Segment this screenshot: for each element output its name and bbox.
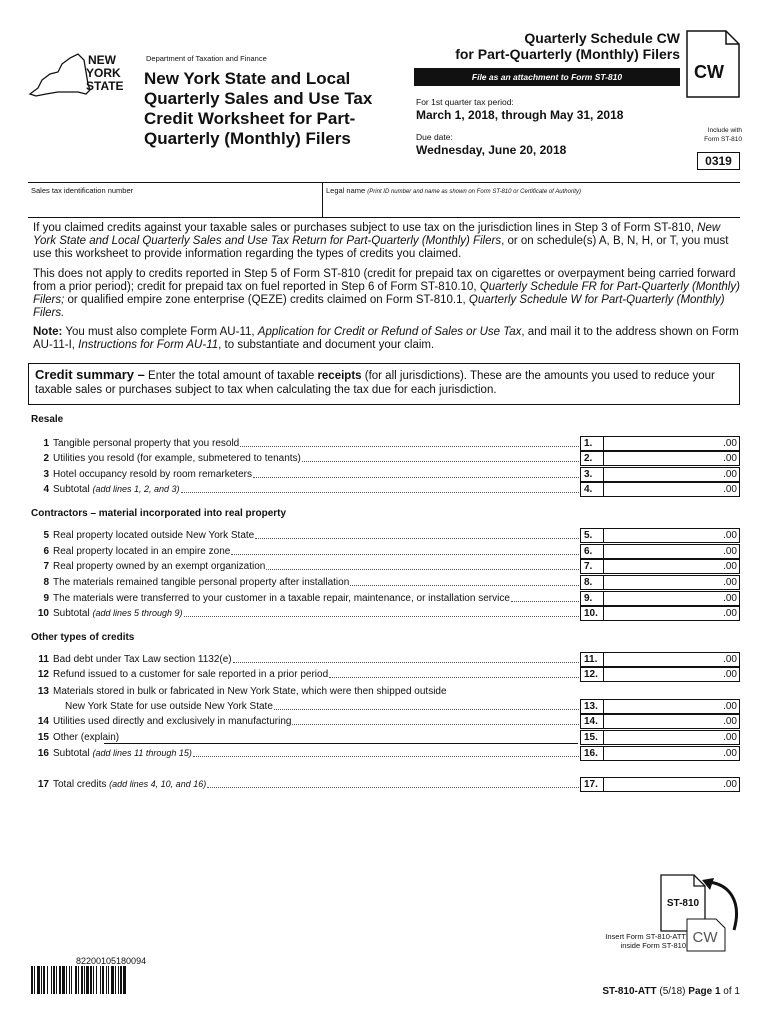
line-description: The materials were transferred to your customer in a taxable repair, maintenance, or installation service xyxy=(53,593,510,604)
line-box-label: 5. xyxy=(580,528,604,543)
amount-field[interactable]: .00 xyxy=(604,451,740,466)
line-box-label: 6. xyxy=(580,544,604,559)
line-number: 3 xyxy=(43,469,49,480)
department-name: Department of Taxation and Finance xyxy=(146,54,267,63)
line-number: 11 xyxy=(38,654,49,665)
amount-field[interactable]: .00 xyxy=(604,436,740,451)
line-description: Real property located outside New York State xyxy=(53,530,255,541)
worksheet-line xyxy=(31,714,579,729)
st810-label: ST-810 xyxy=(666,898,700,909)
leader-dots xyxy=(350,575,579,586)
leader-dots xyxy=(240,436,579,447)
line-box-label: 14. xyxy=(580,714,604,729)
worksheet-line xyxy=(31,699,579,714)
line-description: Utilities used directly and exclusively in manufacturing xyxy=(53,716,292,727)
amount-field[interactable]: .00 xyxy=(604,591,740,606)
line-number: 15 xyxy=(37,732,49,743)
leader-dots xyxy=(302,451,579,462)
line-number: 9 xyxy=(43,593,49,604)
line-number: 2 xyxy=(43,453,49,464)
amount-field[interactable]: .00 xyxy=(604,544,740,559)
svg-text:STATE: STATE xyxy=(86,79,124,93)
worksheet-line xyxy=(31,528,579,543)
amount-field[interactable]: .00 xyxy=(604,606,740,621)
credit-summary-box: Credit summary – Enter the total amount of taxable receipts (for all jurisdictions). These are the amounts you used to reduce your taxable sales or purchases subject to tax when calculating the tax due for each jurisdiction. xyxy=(28,363,740,405)
period-label: For 1st quarter tax period: xyxy=(416,97,514,107)
line-description: Tangible personal property that you resold xyxy=(53,438,240,449)
section-other-credits: Other types of credits xyxy=(31,632,135,643)
amount-field[interactable]: .00 xyxy=(604,746,740,761)
cw-document-icon xyxy=(686,918,726,952)
svg-text:NEW: NEW xyxy=(88,53,116,67)
line-box-label: 8. xyxy=(580,575,604,590)
amount-field[interactable]: .00 xyxy=(604,528,740,543)
amount-field[interactable]: .00 xyxy=(604,730,740,745)
line-number: 7 xyxy=(43,561,49,572)
line-box-label: 16. xyxy=(580,746,604,761)
line-box-label: 10. xyxy=(580,606,604,621)
worksheet-line xyxy=(31,652,579,667)
line-description: The materials remained tangible personal property after installation xyxy=(53,577,350,588)
line-description: Total credits (add lines 4, 10, and 16) xyxy=(53,779,207,790)
line-number: 12 xyxy=(37,669,49,680)
worksheet-line xyxy=(31,436,579,451)
worksheet-line xyxy=(31,544,579,559)
barcode xyxy=(31,966,201,994)
id-row-divider xyxy=(322,182,323,218)
leader-dots xyxy=(207,777,579,788)
leader-dots xyxy=(511,591,579,602)
line-number: 8 xyxy=(43,577,49,588)
line-number xyxy=(31,699,49,714)
line-description: Real property owned by an exempt organization xyxy=(53,561,266,572)
line-number: 13 xyxy=(37,686,49,697)
line-box-label: 17. xyxy=(580,777,604,792)
leader-dots xyxy=(181,482,579,493)
line-box-label: 11. xyxy=(580,652,604,667)
other-explain-rule xyxy=(104,743,578,744)
leader-dots xyxy=(255,528,579,539)
amount-field[interactable]: .00 xyxy=(604,777,740,792)
line-box-label: 2. xyxy=(580,451,604,466)
cw-small-label: CW xyxy=(692,929,718,946)
worksheet-line xyxy=(31,777,579,792)
section-contractors: Contractors – material incorporated into real property xyxy=(31,508,287,519)
worksheet-line xyxy=(31,746,579,761)
line-description: Other (explain) xyxy=(53,732,120,743)
line-number: 6 xyxy=(43,546,49,557)
amount-field[interactable]: .00 xyxy=(604,652,740,667)
worksheet-line xyxy=(31,559,579,574)
leader-dots xyxy=(233,652,579,663)
due-date-value: Wednesday, June 20, 2018 xyxy=(416,143,567,157)
line-description: Bad debt under Tax Law section 1132(e) xyxy=(53,654,232,665)
due-date-label: Due date: xyxy=(416,132,453,142)
worksheet-line xyxy=(31,591,579,606)
leader-dots xyxy=(292,714,579,725)
amount-field[interactable]: .00 xyxy=(604,467,740,482)
line-number: 4 xyxy=(43,484,49,495)
line-box-label: 12. xyxy=(580,667,604,682)
worksheet-line xyxy=(31,467,579,482)
leader-dots xyxy=(253,467,579,478)
schedule-title: Quarterly Schedule CW for Part-Quarterly (Monthly) Filers xyxy=(455,30,680,62)
sales-tax-id-field[interactable]: Sales tax identification number xyxy=(31,186,134,195)
amount-field[interactable]: .00 xyxy=(604,714,740,729)
amount-field[interactable]: .00 xyxy=(604,482,740,497)
line-box-label: 9. xyxy=(580,591,604,606)
worksheet-line xyxy=(31,667,579,682)
leader-dots xyxy=(193,746,579,757)
line-description: Hotel occupancy resold by room remarketers xyxy=(53,469,252,480)
instruction-paragraph-2: This does not apply to credits reported in Step 5 of Form ST-810 (credit for prepaid tax on cigarettes or overpayment being carried forward from a prior period); credit for prepaid tax on fuel reported in Step 6 of Form ST-810.10, Quarterly Schedule FR for Part-Quarterly (Monthly) Filers; or qualified empire zone enterprise (QEZE) credits claimed on Form ST-810.1, Quarterly Schedule W for Part-Quarterly (Monthly) Filers. xyxy=(33,268,740,319)
leader-dots xyxy=(266,559,579,570)
barcode-number: 82200105180094 xyxy=(76,956,147,966)
leader-dots xyxy=(274,699,579,710)
line-description: Utilities you resold (for example, submetered to tenants) xyxy=(53,453,301,464)
line-box-label: 4. xyxy=(580,482,604,497)
amount-field[interactable]: .00 xyxy=(604,575,740,590)
line-description: Subtotal (add lines 1, 2, and 3) xyxy=(53,484,180,495)
legal-name-field[interactable]: Legal name (Print ID number and name as shown on Form ST-810 or Certificate of Authority) xyxy=(326,186,581,195)
line-description: Materials stored in bulk or fabricated in New York State, which were then shipped outside xyxy=(53,686,447,697)
line-number: 17 xyxy=(37,779,49,790)
period-value: March 1, 2018, through May 31, 2018 xyxy=(416,108,624,122)
leader-dots xyxy=(184,606,579,617)
leader-dots xyxy=(231,544,579,555)
line-number: 16 xyxy=(37,748,49,759)
line-box-label: 7. xyxy=(580,559,604,574)
revision-code: 0319 xyxy=(697,152,740,170)
line-box-label: 15. xyxy=(580,730,604,745)
form-title: New York State and Local Quarterly Sales and Use Tax Credit Worksheet for Part-Quarterly (Monthly) Filers xyxy=(144,69,373,148)
line-description: Subtotal (add lines 11 through 15) xyxy=(53,748,192,759)
worksheet-line xyxy=(31,684,579,699)
line-number: 10 xyxy=(37,608,49,619)
instruction-paragraph-1: If you claimed credits against your taxable sales or purchases subject to use tax on the jurisdiction lines in Step 3 of Form ST-810, New York State and Local Quarterly Sales and Use Tax Return for Part-Quarterly (Monthly) Filers, or on schedule(s) A, B, N, H, or T, you must use this worksheet to provide information regarding the types of credits you claimed. xyxy=(33,222,729,260)
line-description: Real property located in an empire zone xyxy=(53,546,231,557)
instruction-note: Note: You must also complete Form AU-11, Application for Credit or Refund of Sales or Use Tax, and mail it to the address shown on Form AU-11-I, Instructions for Form AU-11, to substantiate and document your claim. xyxy=(33,326,739,351)
insert-instruction: Insert Form ST-810-ATT inside Form ST-810 xyxy=(605,932,686,950)
worksheet-line xyxy=(31,482,579,497)
line-number: 14 xyxy=(37,716,49,727)
form-identifier: ST-810-ATT (5/18) Page 1 of 1 xyxy=(602,986,740,997)
amount-field[interactable]: .00 xyxy=(604,699,740,714)
line-box-label: 3. xyxy=(580,467,604,482)
line-description: New York State for use outside New York State xyxy=(65,701,273,712)
section-resale: Resale xyxy=(31,414,64,425)
leader-dots xyxy=(329,667,579,678)
include-note: Include with Form ST-810 xyxy=(704,127,742,143)
worksheet-line xyxy=(31,606,579,621)
amount-field[interactable]: .00 xyxy=(604,559,740,574)
worksheet-line xyxy=(31,451,579,466)
line-number: 1 xyxy=(43,438,49,449)
form-code: CW xyxy=(694,62,724,82)
attachment-note-bar: File as an attachment to Form ST-810 xyxy=(414,68,680,86)
worksheet-line xyxy=(31,575,579,590)
line-box-label: 1. xyxy=(580,436,604,451)
amount-field[interactable]: .00 xyxy=(604,667,740,682)
line-box-label: 13. xyxy=(580,699,604,714)
line-number: 5 xyxy=(43,530,49,541)
line-description: Subtotal (add lines 5 through 9) xyxy=(53,608,183,619)
svg-text:YORK: YORK xyxy=(86,66,121,80)
new-york-state-map-logo xyxy=(28,50,138,100)
line-description: Refund issued to a customer for sale reported in a prior period xyxy=(53,669,329,680)
